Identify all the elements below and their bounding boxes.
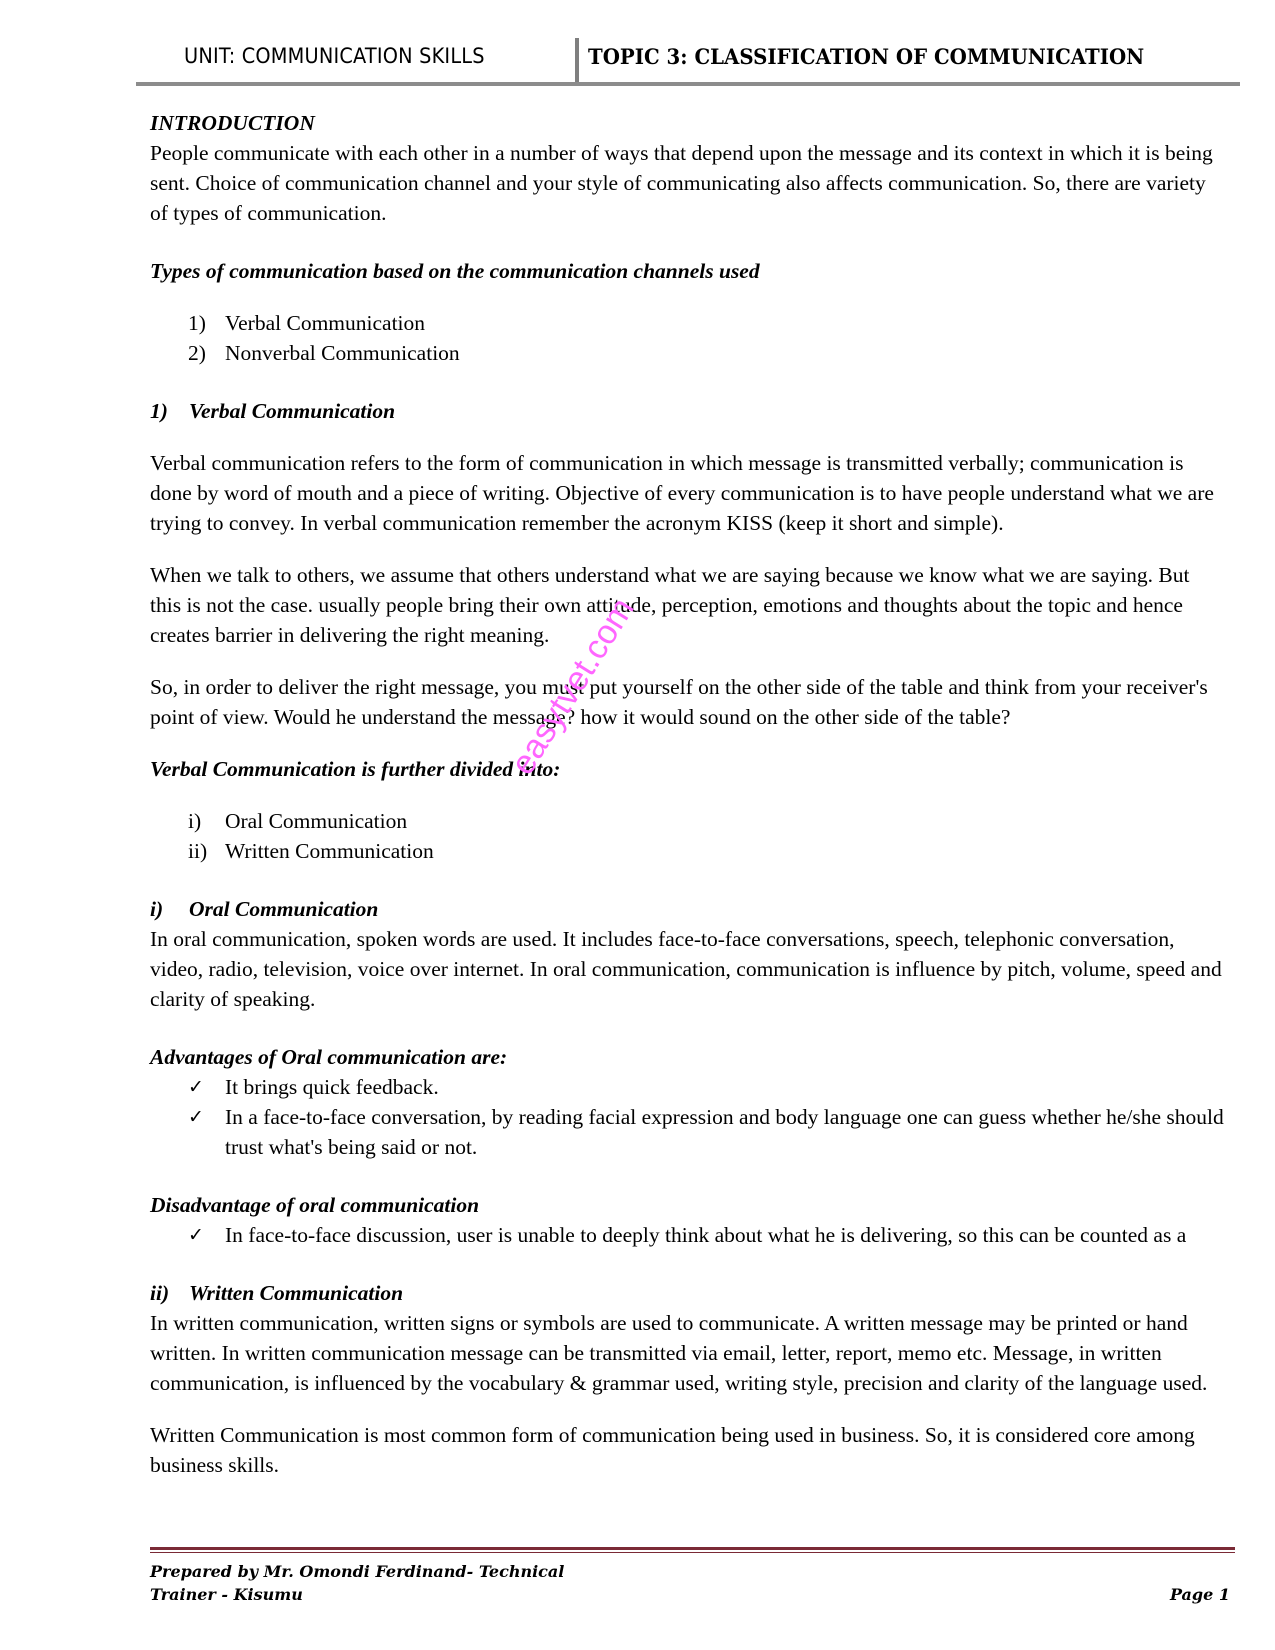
header-rule [136, 82, 1240, 86]
section-title: Oral Communication [189, 897, 379, 921]
page-number: Page 1 [1169, 1585, 1230, 1604]
disadvantages-list [150, 1220, 1225, 1250]
section-title: Verbal Communication [189, 399, 396, 423]
list-item [150, 1102, 1225, 1162]
verbal-paragraph: When we talk to others, we assume that others understand what we are saying because we know what we are saying. But this is not the case. usually people bring their own attitude, perception, emotions and thoughts about the topic and hence creates barrier in delivering the right meaning. [150, 563, 1190, 647]
oral-heading [150, 894, 1225, 924]
oral-paragraph: In oral communication, spoken words are used. It includes face-to-face conversations, speech, telephonic conversation, video, radio, television, voice over internet. In oral communication, communication is influence by pitch, volume, speed and clarity of speaking. [150, 927, 1222, 1011]
watermark: easytvet.com [503, 591, 642, 782]
advantages-list [150, 1072, 1225, 1162]
footer-line: Prepared by Mr. Omondi Ferdinand- Technical [150, 1562, 565, 1581]
list-item [150, 1220, 1225, 1250]
list-item [150, 308, 1225, 338]
check-icon: ✓ [188, 1224, 204, 1246]
written-heading [150, 1278, 1225, 1308]
footer-author [150, 1560, 564, 1606]
list-item-text: It brings quick feedback. [225, 1075, 439, 1099]
document-body [150, 108, 1225, 1480]
footer-rule [150, 1547, 1235, 1550]
list-item-text: Written Communication [225, 839, 434, 863]
list-item-text: Nonverbal Communication [225, 341, 460, 365]
advantages-heading: Advantages of Oral communication are: [150, 1045, 508, 1069]
list-item [150, 338, 1225, 368]
list-marker: 1) [188, 311, 206, 335]
section-number: ii) [150, 1281, 170, 1305]
intro-paragraph: People communicate with each other in a number of ways that depend upon the message and its context in which it is being sent. Choice of communication channel and your style of communicating also affects communication. So, there are variety of types of communication. [150, 141, 1213, 225]
types-heading: Types of communication based on the communication channels used [150, 259, 760, 283]
list-item [150, 836, 1225, 866]
header-unit: UNIT: COMMUNICATION SKILLS [184, 44, 485, 68]
written-paragraph: In written communication, written signs or symbols are used to communicate. A written message may be printed or hand written. In written communication message can be transmitted via email, letter, report, memo etc. Message, in written communication, is influenced by the vocabulary & grammar used, writing style, precision and clarity of the language used. [150, 1311, 1208, 1395]
list-marker: 2) [188, 341, 206, 365]
verbal-paragraph: So, in order to deliver the right message, you must put yourself on the other side of the table and think from your receiver's point of view. Would he understand the message? how it would sound on the other side of the table? [150, 675, 1208, 729]
verbal-heading [150, 396, 1225, 426]
types-list [150, 308, 1225, 368]
header-topic: TOPIC 3: CLASSIFICATION OF COMMUNICATION [588, 44, 1145, 69]
section-number: i) [150, 897, 164, 921]
list-marker: i) [188, 809, 202, 833]
check-icon: ✓ [188, 1106, 204, 1128]
list-item [150, 806, 1225, 836]
disadvantage-heading: Disadvantage of oral communication [150, 1193, 480, 1217]
list-item-text: In a face-to-face conversation, by reading facial expression and body language one can guess whether he/she should trust what's being said or not. [225, 1105, 1224, 1159]
verbal-divided-heading: Verbal Communication is further divided into: [150, 757, 561, 781]
list-item-text: Verbal Communication [225, 311, 426, 335]
verbal-paragraph: Verbal communication refers to the form of communication in which message is transmitted verbally; communication is done by word of mouth and a piece of writing. Objective of every communication is to have people understand what we are trying to convey. In verbal communication remember the acronym KISS (keep it short and simple). [150, 451, 1214, 535]
list-marker: ii) [188, 839, 208, 863]
section-title: Written Communication [189, 1281, 404, 1305]
verbal-divided-list [150, 806, 1225, 866]
intro-heading: INTRODUCTION [150, 111, 315, 135]
list-item-text: Oral Communication [225, 809, 408, 833]
written-paragraph: Written Communication is most common form of communication being used in business. So, it is considered core among business skills. [150, 1423, 1195, 1477]
header-divider [575, 38, 579, 84]
list-item-text: In face-to-face discussion, user is unable to deeply think about what he is delivering, so this can be counted as a [225, 1223, 1187, 1247]
check-icon: ✓ [188, 1076, 204, 1098]
list-item [150, 1072, 1225, 1102]
footer-rule-thin [150, 1552, 1235, 1553]
footer-line: Trainer - Kisumu [150, 1585, 303, 1604]
section-number: 1) [150, 399, 168, 423]
